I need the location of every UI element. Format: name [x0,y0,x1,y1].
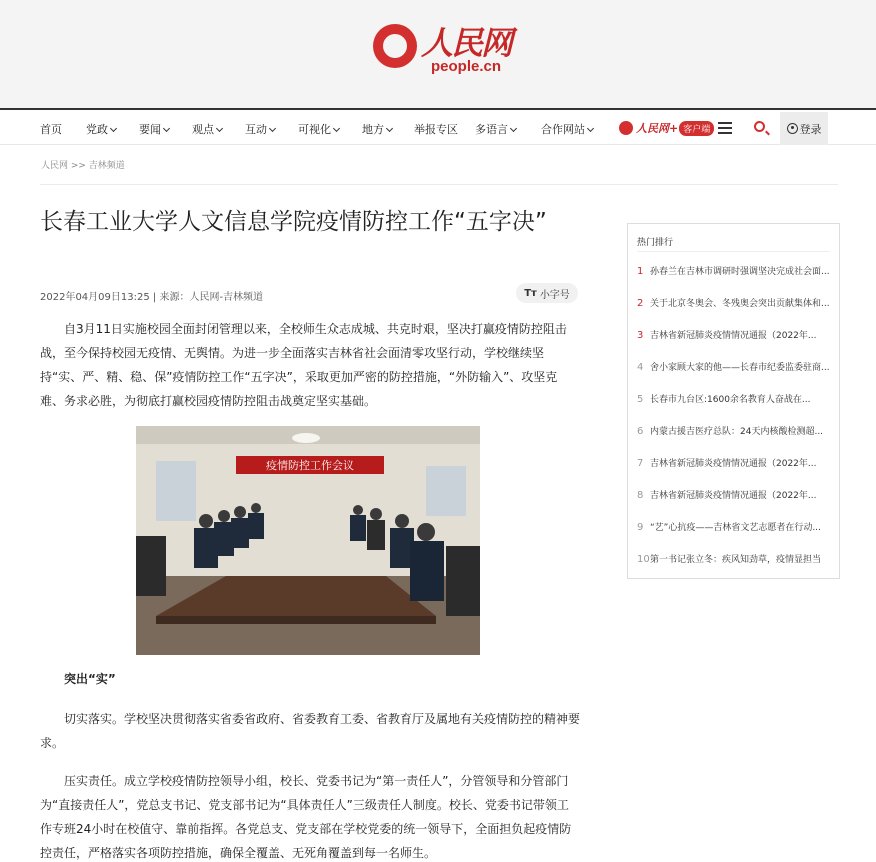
ranking-item[interactable]: 6 内蒙古援吉医疗总队：24天内核酸检测超... [637,426,824,437]
article-subhead: 突出“实” [64,672,116,686]
nav-item-party[interactable]: 党政 [86,121,116,137]
nav-item-partners[interactable]: 合作网站 [541,121,593,137]
article-photo [136,426,480,655]
chevron-down-icon [386,125,393,132]
photo-banner-text: 疫情防控工作会议 [266,459,354,472]
people-cn-logo[interactable] [373,18,513,78]
article-paragraph: 压实责任。成立学校疫情防控领导小组，校长、党委书记为“第一责任人”，分管领导和分管部门为“直接责任人”，党总支书记、党支部书记为“具体责任人”三级责任人制度。校长、党委书记带领工作专班24小时在校值守、靠前指挥。各党总支、党支部在学校党委的统一领导下，全面担负起疫情防控责任，严格落实各项防控措施，确保全覆盖、无死角覆盖到每一名师生。 [40,774,572,860]
chevron-down-icon [163,125,170,132]
logo-text-en: people.cn [431,58,502,75]
meeting-photo-illustration [136,426,480,655]
article-paragraph: 自3月11日实施校园全面封闭管理以来，全校师生众志成城、共克时艰，坚决打赢疫情防控阻击战，至今保持校园无疫情、无舆情。为进一步全面落实吉林省社会面清零攻坚行动，学校继续坚持“实、严、精、稳、保”疫情防控工作“五字决”，采取更加严密的防控措施，“外防输入”、攻坚克难、务求必胜，为彻底打赢校园疫情防控阻击战奠定坚实基础。 [40,322,567,408]
divider [637,251,830,252]
login-label: 登录 [799,122,822,136]
ranking-item[interactable]: 10第一书记张立冬：疾风知劲草，疫情显担当 [637,554,822,565]
article-meta: 2022年04月09日13:25 | 来源：人民网-吉林频道 [40,292,264,303]
menu-icon[interactable] [718,122,732,134]
ranking-item[interactable]: 9 “艺”心抗疫——吉林省文艺志愿者在行动... [637,522,821,533]
nav-item-interact[interactable]: 互动 [245,121,275,137]
nav-item-report[interactable]: 举报专区 [414,123,458,136]
ranking-item[interactable]: 4 舍小家顾大家的他——长春市纪委监委驻商... [637,362,830,373]
ranking-item[interactable]: 5 长春市九台区:1600余名教育人奋战在... [637,394,811,405]
nav-item-news[interactable]: 要闻 [139,121,169,137]
chevron-down-icon [587,125,594,132]
chevron-down-icon [510,125,517,132]
font-size-toggle[interactable] [516,283,578,303]
nav-item-opinion[interactable]: 观点 [192,121,222,137]
app-name: 人民网+ [636,122,679,135]
login-button[interactable] [780,112,828,145]
site-header [0,0,876,110]
app-download-link[interactable] [619,120,714,136]
divider [40,184,838,185]
article-title: 长春工业大学人文信息学院疫情防控工作“五字决” [40,209,547,235]
chevron-down-icon [110,125,117,132]
chevron-down-icon [269,125,276,132]
ranking-item[interactable]: 1 孙春兰在吉林市调研时强调坚决完成社会面... [637,266,830,277]
hot-ranking-panel [627,223,840,579]
nav-item-home[interactable]: 首页 [40,123,62,136]
main-nav [0,112,876,145]
font-size-icon: Tт [524,287,537,299]
app-tag: 客户端 [679,121,714,136]
nav-item-local[interactable]: 地方 [362,121,392,137]
search-icon[interactable] [754,121,765,132]
ranking-item[interactable]: 7 吉林省新冠肺炎疫情情况通报（2022年... [637,458,817,469]
ranking-item[interactable]: 8 吉林省新冠肺炎疫情情况通报（2022年... [637,490,817,501]
app-logo-icon [619,121,633,135]
logo-text-cn: 人民网 [421,24,512,62]
ranking-item[interactable]: 3 吉林省新冠肺炎疫情情况通报（2022年... [637,330,817,341]
chevron-down-icon [333,125,340,132]
ranking-item[interactable]: 2 关于北京冬奥会、冬残奥会突出贡献集体和... [637,298,830,309]
logo-emblem-icon [373,24,417,68]
nav-item-visual[interactable]: 可视化 [298,121,339,137]
chevron-down-icon [216,125,223,132]
breadcrumb[interactable]: 人民网 >> 吉林频道 [41,161,125,171]
hot-ranking-heading: 热门排行 [637,238,674,248]
nav-item-language[interactable]: 多语言 [475,121,516,137]
font-size-label: 小字号 [539,289,570,301]
user-icon [787,123,798,134]
article-paragraph: 切实落实。学校坚决贯彻落实省委省政府、省委教育工委、省教育厅及属地有关疫情防控的精神要求。 [40,712,581,750]
